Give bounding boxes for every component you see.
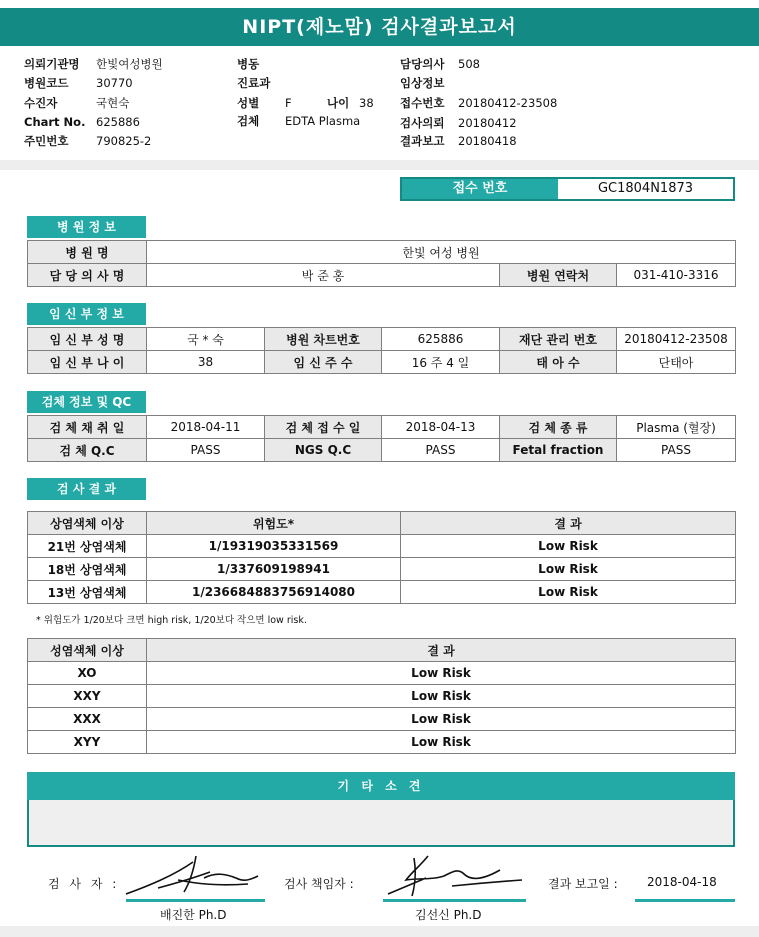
receipt-number-label: 접수 번호 bbox=[402, 179, 558, 199]
sex-result-col-header: 결 과 bbox=[147, 639, 736, 662]
chart-number-label: 병원 차트번호 bbox=[265, 328, 382, 351]
hospital-info-table bbox=[27, 240, 736, 287]
tester-signature bbox=[118, 850, 268, 900]
receive-date-value: 2018-04-13 bbox=[382, 416, 500, 439]
divider-band bbox=[0, 160, 759, 170]
risk-result: Low Risk bbox=[401, 581, 736, 604]
pregnant-info-table bbox=[27, 327, 736, 374]
report-title: NIPT(제노맘) 검사결과보고서 bbox=[0, 8, 759, 46]
fetus-count-label: 태 아 수 bbox=[500, 351, 617, 374]
sex-chrom-col-header: 성염색체 이상 bbox=[28, 639, 147, 662]
other-comments-box bbox=[27, 800, 735, 847]
sex-chrom-name: XXY bbox=[28, 685, 147, 708]
header-department: 진료과 bbox=[237, 76, 271, 90]
collect-date-label: 검 체 채 취 일 bbox=[28, 416, 147, 439]
hospital-name-label: 병 원 명 bbox=[28, 241, 147, 264]
report-date-underline bbox=[635, 899, 735, 902]
header-sex: 성별 F bbox=[237, 96, 292, 110]
fetal-fraction-value: PASS bbox=[617, 439, 736, 462]
ngs-qc-label: NGS Q.C bbox=[265, 439, 382, 462]
risk-col-header: 위험도* bbox=[147, 512, 401, 535]
doctor-name-label: 담 당 의 사 명 bbox=[28, 264, 147, 287]
ngs-qc-value: PASS bbox=[382, 439, 500, 462]
risk-result: Low Risk bbox=[401, 535, 736, 558]
collect-date-value: 2018-04-11 bbox=[147, 416, 265, 439]
sex-chrom-name: XO bbox=[28, 662, 147, 685]
footer-band bbox=[0, 926, 759, 937]
table-row bbox=[28, 708, 736, 731]
table-row bbox=[28, 558, 736, 581]
chromosome-name: 21번 상염색체 bbox=[28, 535, 147, 558]
specimen-type-label: 검 체 종 류 bbox=[500, 416, 617, 439]
table-row bbox=[28, 685, 736, 708]
fetus-count-value: 단태아 bbox=[617, 351, 736, 374]
chief-label: 검사 책임자 : bbox=[284, 877, 354, 891]
risk-value: 1/337609198941 bbox=[147, 558, 401, 581]
report-date-value: 2018-04-18 bbox=[647, 875, 717, 889]
header-ward: 병동 bbox=[237, 57, 260, 71]
section-specimen-qc: 검체 정보 및 QC bbox=[27, 391, 146, 413]
sex-chromosome-table bbox=[27, 638, 736, 754]
risk-footnote: * 위험도가 1/20보다 크면 high risk, 1/20보다 작으면 low risk. bbox=[36, 615, 307, 626]
section-test-results: 검 사 결 과 bbox=[27, 478, 146, 500]
specimen-qc-value: PASS bbox=[147, 439, 265, 462]
mgmt-number-label: 재단 관리 번호 bbox=[500, 328, 617, 351]
sex-chrom-result: Low Risk bbox=[147, 731, 736, 754]
gestation-weeks-label: 임 신 주 수 bbox=[265, 351, 382, 374]
hospital-contact-value: 031-410-3316 bbox=[617, 264, 736, 287]
header-specimen: 검체 EDTA Plasma bbox=[237, 114, 361, 128]
tester-name: 배진한 Ph.D bbox=[160, 908, 227, 922]
sex-chrom-name: XYY bbox=[28, 731, 147, 754]
pregnant-name-value: 국 * 숙 bbox=[147, 328, 265, 351]
risk-value: 1/236684883756914080 bbox=[147, 581, 401, 604]
chief-name: 김선신 Ph.D bbox=[415, 908, 482, 922]
doctor-name-value: 박 준 홍 bbox=[147, 264, 500, 287]
sex-chrom-result: Low Risk bbox=[147, 662, 736, 685]
chief-signature bbox=[382, 850, 532, 902]
receipt-number-value: GC1804N1873 bbox=[597, 181, 694, 196]
header-patient: 수진자 국현숙 bbox=[24, 96, 130, 110]
specimen-type-value: Plasma (혈장) bbox=[617, 416, 736, 439]
table-row bbox=[28, 535, 736, 558]
header-doctor: 담당의사 508 bbox=[400, 57, 480, 71]
header-request-date: 검사의뢰 20180412 bbox=[400, 116, 517, 130]
header-age: 나이 38 bbox=[327, 96, 374, 110]
header-report-date: 결과보고 20180418 bbox=[400, 134, 517, 148]
autosome-col-header: 상염색체 이상 bbox=[28, 512, 147, 535]
specimen-info-table bbox=[27, 415, 736, 462]
fetal-fraction-label: Fetal fraction bbox=[500, 439, 617, 462]
hospital-name-value: 한빛 여성 병원 bbox=[147, 241, 736, 264]
report-date-label: 결과 보고일 : bbox=[548, 877, 618, 891]
header-institution: 의뢰기관명 한빛여성병원 bbox=[24, 57, 163, 71]
header-clinical-info: 임상정보 bbox=[400, 76, 445, 90]
other-comments-header: 기 타 소 견 bbox=[27, 772, 735, 800]
sex-chrom-name: XXX bbox=[28, 708, 147, 731]
table-row bbox=[28, 731, 736, 754]
chart-number-value: 625886 bbox=[382, 328, 500, 351]
result-col-header: 결 과 bbox=[401, 512, 736, 535]
pregnant-name-label: 임 신 부 성 명 bbox=[28, 328, 147, 351]
autosome-results-table bbox=[27, 511, 736, 604]
table-row bbox=[28, 662, 736, 685]
header-chart-no: Chart No. 625886 bbox=[24, 115, 140, 129]
hospital-contact-label: 병원 연락처 bbox=[500, 264, 617, 287]
specimen-qc-label: 검 체 Q.C bbox=[28, 439, 147, 462]
header-receipt-no: 접수번호 20180412-23508 bbox=[400, 96, 558, 110]
pregnant-age-value: 38 bbox=[147, 351, 265, 374]
pregnant-age-label: 임 신 부 나 이 bbox=[28, 351, 147, 374]
risk-value: 1/19319035331569 bbox=[147, 535, 401, 558]
section-hospital-info: 병 원 정 보 bbox=[27, 216, 146, 238]
gestation-weeks-value: 16 주 4 일 bbox=[382, 351, 500, 374]
chief-underline bbox=[383, 899, 526, 902]
table-row bbox=[28, 581, 736, 604]
chromosome-name: 13번 상염색체 bbox=[28, 581, 147, 604]
sex-chrom-result: Low Risk bbox=[147, 685, 736, 708]
mgmt-number-value: 20180412-23508 bbox=[617, 328, 736, 351]
header-resident-no: 주민번호 790825-2 bbox=[24, 134, 152, 148]
risk-result: Low Risk bbox=[401, 558, 736, 581]
tester-label: 검 사 자 : bbox=[48, 877, 120, 891]
header-hospital-code: 병원코드 30770 bbox=[24, 76, 133, 90]
sex-chrom-result: Low Risk bbox=[147, 708, 736, 731]
chromosome-name: 18번 상염색체 bbox=[28, 558, 147, 581]
receipt-number-box bbox=[400, 177, 735, 201]
section-pregnant-info: 임 신 부 정 보 bbox=[27, 303, 146, 325]
tester-underline bbox=[126, 899, 265, 902]
receive-date-label: 검 체 접 수 일 bbox=[265, 416, 382, 439]
